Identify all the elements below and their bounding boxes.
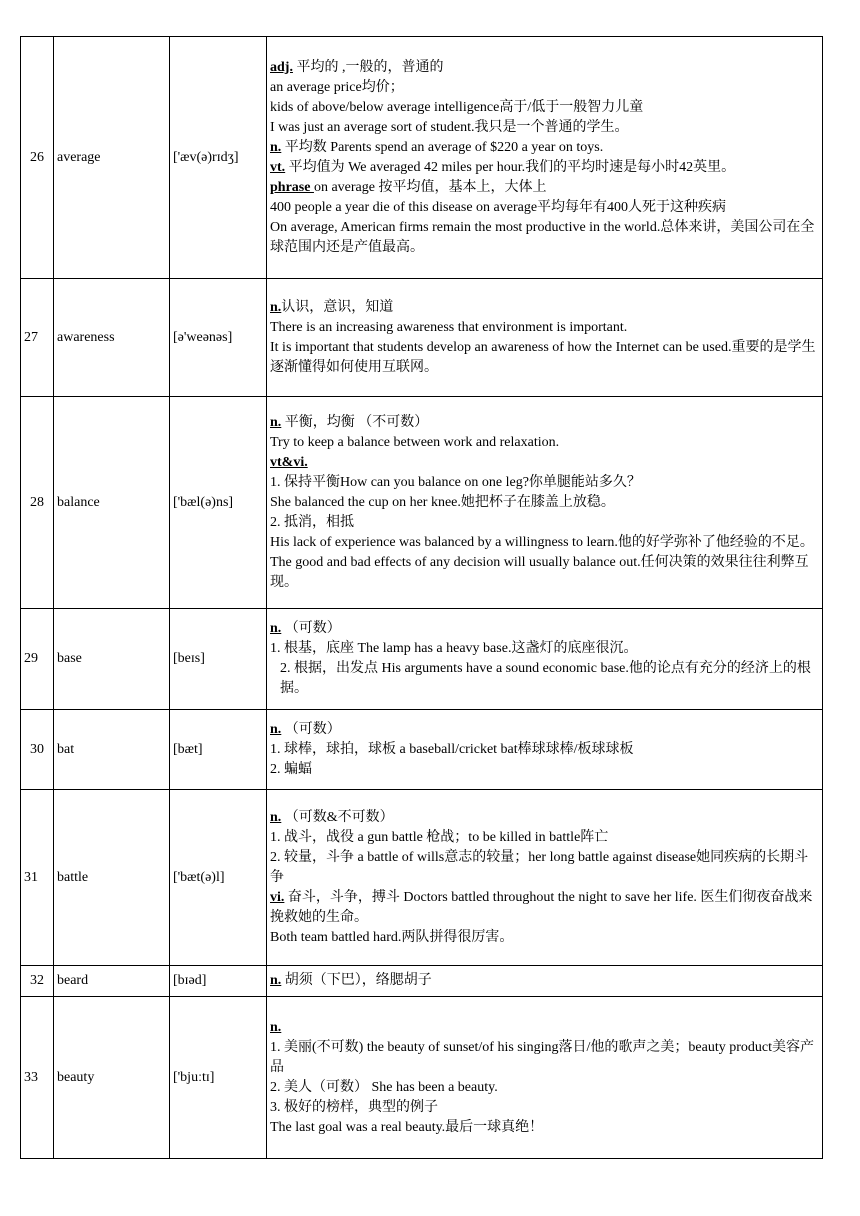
definition-text: 1. 美丽(不可数) the beauty of sunset/of his singing落日/他的歌声之美；beauty product美容产品: [270, 1039, 814, 1075]
definition-cell: [267, 37, 823, 279]
row-number: 27: [21, 279, 54, 397]
definition-line: [270, 118, 819, 138]
definition-text: 2. 抵消，相抵: [270, 514, 354, 530]
table-row: [21, 790, 823, 966]
headword: bat: [54, 710, 170, 790]
table-row: [21, 279, 823, 397]
definition-line: [270, 198, 819, 218]
definition-line: [270, 58, 819, 78]
definition-line: [270, 513, 819, 533]
headword: average: [54, 37, 170, 279]
definition-line: [270, 453, 819, 473]
definition-line: [270, 720, 819, 740]
part-of-speech-label: n.: [270, 809, 282, 825]
definition-text: It is important that students develop an awareness of how the Internet can be used.重要的是学生逐渐懂得如何使用互联网。: [270, 339, 816, 375]
definition-text: 胡须（下巴），络腮胡子: [281, 973, 432, 988]
table-row: [21, 997, 823, 1159]
row-number: 26: [21, 37, 54, 279]
definition-line: [270, 1038, 819, 1078]
definition-line: [270, 1078, 819, 1098]
definition-line: [270, 553, 819, 593]
definition-line: [270, 78, 819, 98]
definition-line: [270, 533, 819, 553]
definition-line: [270, 971, 819, 991]
definition-line: [270, 433, 819, 453]
definition-text: On average, American firms remain the most productive in the world.总体来讲，美国公司在全球范围内还是产值最高。: [270, 219, 815, 255]
definition-cell: [267, 279, 823, 397]
part-of-speech-label: adj.: [270, 59, 293, 75]
table-row: [21, 966, 823, 997]
definition-cell: [267, 790, 823, 966]
part-of-speech-label: n.: [270, 1019, 282, 1035]
headword: balance: [54, 397, 170, 609]
definition-text: 平均数 Parents spend an average of $220 a year on toys.: [281, 139, 604, 155]
definition-text: （可数&不可数）: [281, 809, 394, 825]
definition-text: 1. 球棒，球拍，球板 a baseball/cricket bat棒球球棒/板球球板: [270, 741, 634, 757]
part-of-speech-label: n.: [270, 414, 282, 430]
definition-text: 2. 蝙蝠: [270, 761, 312, 777]
definition-line: [270, 218, 819, 258]
definition-cell: [267, 997, 823, 1159]
row-number: 33: [21, 997, 54, 1159]
definition-text: 奋斗，斗争，搏斗 Doctors battled throughout the night to save her life. 医生们彻夜奋战来挽救她的生命。: [270, 889, 813, 925]
phonetic-transcription: [bɪəd]: [170, 966, 267, 997]
definition-line: [270, 413, 819, 433]
definition-text: 2. 根据，出发点 His arguments have a sound economic base.他的论点有充分的经济上的根据。: [280, 661, 811, 696]
definition-cell: [267, 710, 823, 790]
definition-line: [270, 888, 819, 928]
definition-line: [270, 493, 819, 513]
definition-line: [270, 318, 819, 338]
part-of-speech-label: n.: [270, 721, 282, 737]
row-number: 30: [21, 710, 54, 790]
definition-text: 2. 美人（可数） She has been a beauty.: [270, 1079, 498, 1095]
definition-text: There is an increasing awareness that environment is important.: [270, 319, 628, 335]
definition-text: an average price均价；: [270, 79, 404, 95]
headword: beard: [54, 966, 170, 997]
phonetic-transcription: ['bæt(ə)l]: [170, 790, 267, 966]
vocabulary-table-body: [21, 37, 823, 1159]
definition-line: [270, 659, 819, 699]
part-of-speech-label: phrase: [270, 179, 314, 195]
definition-text: Both team battled hard.两队拼得很厉害。: [270, 929, 514, 945]
definition-text: The last goal was a real beauty.最后一球真绝！: [270, 1119, 544, 1135]
definition-line: [270, 1098, 819, 1118]
headword: awareness: [54, 279, 170, 397]
headword: battle: [54, 790, 170, 966]
headword: beauty: [54, 997, 170, 1159]
definition-line: [270, 473, 819, 493]
definition-text: 平均的 ,一般的，普通的: [292, 59, 444, 75]
phonetic-transcription: ['æv(ə)rɪdʒ]: [170, 37, 267, 279]
definition-cell: [267, 966, 823, 997]
definition-text: 400 people a year die of this disease on average平均每年有400人死于这种疾病: [270, 199, 727, 215]
row-number: 29: [21, 609, 54, 710]
definition-line: [270, 740, 819, 760]
phonetic-transcription: [ə'weənəs]: [170, 279, 267, 397]
definition-line: [270, 848, 819, 888]
definition-line: [270, 1118, 819, 1138]
definition-text: 平均值为 We averaged 42 miles per hour.我们的平均时速是每小时42英里。: [285, 159, 736, 175]
part-of-speech-label: n.: [270, 299, 282, 315]
definition-line: [270, 639, 819, 659]
row-number: 28: [21, 397, 54, 609]
definition-cell: [267, 609, 823, 710]
definition-line: [270, 158, 819, 178]
definition-text: （可数）: [281, 621, 341, 636]
definition-text: 1. 战斗，战役 a gun battle 枪战；to be killed in battle阵亡: [270, 829, 609, 845]
definition-text: Try to keep a balance between work and relaxation.: [270, 434, 560, 450]
definition-text: She balanced the cup on her knee.她把杯子在膝盖上放稳。: [270, 494, 615, 510]
definition-text: 认识，意识，知道: [281, 299, 394, 315]
table-row: [21, 609, 823, 710]
phonetic-transcription: [bæt]: [170, 710, 267, 790]
definition-cell: [267, 397, 823, 609]
part-of-speech-label: vt.: [270, 159, 286, 175]
table-row: [21, 37, 823, 279]
definition-text: 2. 较量，斗争 a battle of wills意志的较量；her long battle against disease她同疾病的长期斗争: [270, 849, 809, 885]
definition-line: [270, 138, 819, 158]
definition-line: [270, 760, 819, 780]
definition-text: 1. 保持平衡How can you balance on one leg?你单腿能站多久？: [270, 474, 641, 490]
part-of-speech-label: n.: [270, 621, 282, 636]
definition-line: [270, 98, 819, 118]
table-row: [21, 397, 823, 609]
definition-line: [270, 828, 819, 848]
vocabulary-table: [20, 36, 823, 1159]
row-number: 32: [21, 966, 54, 997]
table-row: [21, 710, 823, 790]
part-of-speech-label: vi.: [270, 889, 285, 905]
part-of-speech-label: vt&vi.: [270, 454, 308, 470]
phonetic-transcription: [beɪs]: [170, 609, 267, 710]
definition-line: [270, 808, 819, 828]
definition-text: （可数）: [281, 721, 341, 737]
definition-text: 3. 极好的榜样，典型的例子: [270, 1099, 438, 1115]
part-of-speech-label: n.: [270, 139, 282, 155]
definition-text: kids of above/below average intelligence高于/低于一般智力儿童: [270, 99, 644, 115]
definition-line: [270, 178, 819, 198]
definition-line: [270, 619, 819, 639]
definition-text: on average 按平均值，基本上，大体上: [313, 179, 547, 195]
row-number: 31: [21, 790, 54, 966]
definition-text: His lack of experience was balanced by a willingness to learn.他的好学弥补了他经验的不足。: [270, 534, 814, 550]
definition-text: The good and bad effects of any decision will usually balance out.任何决策的效果往往利弊互现。: [270, 554, 809, 590]
phonetic-transcription: ['bæl(ə)ns]: [170, 397, 267, 609]
definition-text: I was just an average sort of student.我只是一个普通的学生。: [270, 119, 629, 135]
part-of-speech-label: n.: [270, 973, 282, 988]
definition-line: [270, 338, 819, 378]
definition-line: [270, 928, 819, 948]
definition-line: [270, 1018, 819, 1038]
phonetic-transcription: ['bjuːtɪ]: [170, 997, 267, 1159]
definition-text: 1. 根基，底座 The lamp has a heavy base.这盏灯的底座很沉。: [270, 641, 638, 656]
headword: base: [54, 609, 170, 710]
definition-line: [270, 298, 819, 318]
definition-text: 平衡，均衡 （不可数）: [281, 414, 429, 430]
